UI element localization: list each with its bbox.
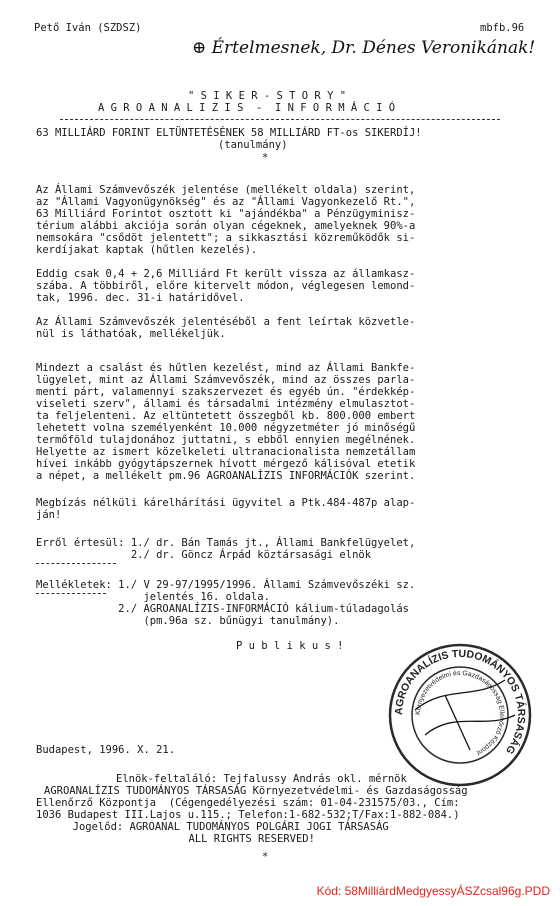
date-line: Budapest, 1996. X. 21. xyxy=(36,744,176,756)
footer-line: ALL RIGHTS RESERVED! xyxy=(100,833,315,845)
footer-line: Elnök-feltaláló: Tejfalussy András okl. mérnök xyxy=(116,773,407,785)
subtitle-tanulmany: (tanulmány) xyxy=(218,139,288,151)
title-siker-story: " S I K E R - S T O R Y " xyxy=(188,90,347,102)
p4-line: termőföld tulajdonához juttatni, s ebből ennyien megélnének. xyxy=(36,434,416,446)
footer-line: 1036 Budapest III.Lajos u.115.; Telefon:1-682-532;T/Fax:1-882-084.) xyxy=(36,809,460,821)
author-line: Pető Iván (SZDSZ) xyxy=(34,22,142,34)
footer-line: AGROANALÍZIS TUDOMÁNYOS TÁRSASÁG Környezetvédelmi- és Gazdaságosság xyxy=(44,785,468,797)
stamp-inner-text: Környezetvédelmi és Gazdaságosság Ellenőrző Központ xyxy=(414,669,506,757)
p2-line: Eddig csak 0,4 + 2,6 Milliárd Ft került vissza az államkasz- xyxy=(36,268,416,280)
footer-line: Ellenőrző Központja (Cégengedélyezési szám: 01-04-231575/03., Cím: xyxy=(36,797,460,809)
p4-line: Helyette az ismert közelkeleti ultranacionalista nemzetállam xyxy=(36,446,416,458)
p1-line: térium alábbi akciója során olyan cégeknek, amelyeknek 90%-a xyxy=(36,220,416,232)
p3-line: Az Állami Számvevőszék jelentéséből a fent leírtak közvetle- xyxy=(36,316,416,328)
stamp-outer-text: AGROANALÍZIS TUDOMÁNYOS TÁRSASÁG xyxy=(392,647,528,757)
document-code: Kód: 58MilliárdMedgyessyÁSZcsal96g.PDD xyxy=(316,884,550,898)
p1-line: nemsokára "csődöt jelentett"; a sikkasztási közreműködők si- xyxy=(36,232,416,244)
p4-line: ta feljelenteni. Az eltüntetett összegből kb. 800.000 embert xyxy=(36,410,416,422)
p4-line: lehetett volna személyenként 10.000 négyzetméter jó minőségű xyxy=(36,422,416,434)
footer-star: * xyxy=(262,851,269,863)
attachment-line: Mellékletek: 1./ V 29-97/1995/1996. Állami Számvevőszéki sz. xyxy=(36,579,416,591)
p1-line: kerdíjakat kaptak (hűtlen kezelés). xyxy=(36,244,258,256)
p4-line: hívei inkább gyógytápszernek hívott mérgező kálisóval etetik xyxy=(36,458,416,470)
p5-line: ján! xyxy=(36,509,62,521)
p1-line: az "Állami Vagyonügynökség" és az "Állami Vagyonkezelő Rt.", xyxy=(36,196,416,208)
p4-line: menti párt, valamennyi szakszervezet és egyéb ún. "érdekkép- xyxy=(36,386,416,398)
title-divider xyxy=(60,119,500,120)
handwritten-dedication: ⊕ Értelmesnek, Dr. Dénes Veronikának! xyxy=(192,38,536,58)
p3-line: nül is láthatóak, mellékeljük. xyxy=(36,328,226,340)
p1-line: 63 Milliárd Forintot osztott ki "ajándékba" a Pénzügyminisz- xyxy=(36,208,416,220)
notify-underline xyxy=(36,563,116,564)
publikus-notice: P u b l i k u s ! xyxy=(236,640,344,652)
headline: 63 MILLIÁRD FORINT ELTÜNTETÉSÉNEK 58 MILLIÁRD FT-os SIKERDÍJ! xyxy=(36,127,422,139)
p4-line: viseleti szerv", állami és társadalmi intézmény elmulasztot- xyxy=(36,398,416,410)
notify-line: Erről értesül: 1./ dr. Bán Tamás jt., Állami Bankfelügyelet, xyxy=(36,537,416,549)
p4-line: a népet, a mellékelt pm.96 AGROANALÍZIS INFORMÁCIÓK szerint. xyxy=(36,470,416,482)
p1-line: Az Állami Számvevőszék jelentése (mellékelt oldala) szerint, xyxy=(36,184,416,196)
p4-line: lügyelet, mint az Állami Számvevőszék, mind az összes parla- xyxy=(36,374,416,386)
attachment-line: jelentés 16. oldala. xyxy=(36,591,270,603)
footer-line: Jogelőd: AGROANAL TUDOMÁNYOS POLGÁRI JOGI TÁRSASÁG xyxy=(60,821,389,833)
attachments-underline xyxy=(36,593,106,594)
p2-line: szába. A többiről, előre kitervelt módon, véglegesen lemond- xyxy=(36,280,416,292)
official-stamp xyxy=(385,640,535,790)
document-id: mbfb.96 xyxy=(480,22,525,34)
p2-line: tak, 1996. dec. 31-i határidővel. xyxy=(36,292,245,304)
title-star: * xyxy=(262,152,269,164)
attachment-line: (pm.96a sz. bűnügyi tanulmány). xyxy=(36,615,340,627)
title-agroanalizis: A G R O A N A L I Z I S - I N F O R M Á C I Ó xyxy=(98,102,396,114)
notify-line: 2./ dr. Göncz Árpád köztársasági elnök xyxy=(36,549,372,561)
p5-line: Megbízás nélküli kárelhárítási ügyvitel a Ptk.484-487p alap- xyxy=(36,497,416,509)
p4-line: Mindezt a csalást és hűtlen kezelést, mind az Állami Bankfe- xyxy=(36,362,416,374)
attachment-line: 2./ AGROANALÍZIS-INFORMÁCIÓ kálium-túladagolás xyxy=(36,603,409,615)
